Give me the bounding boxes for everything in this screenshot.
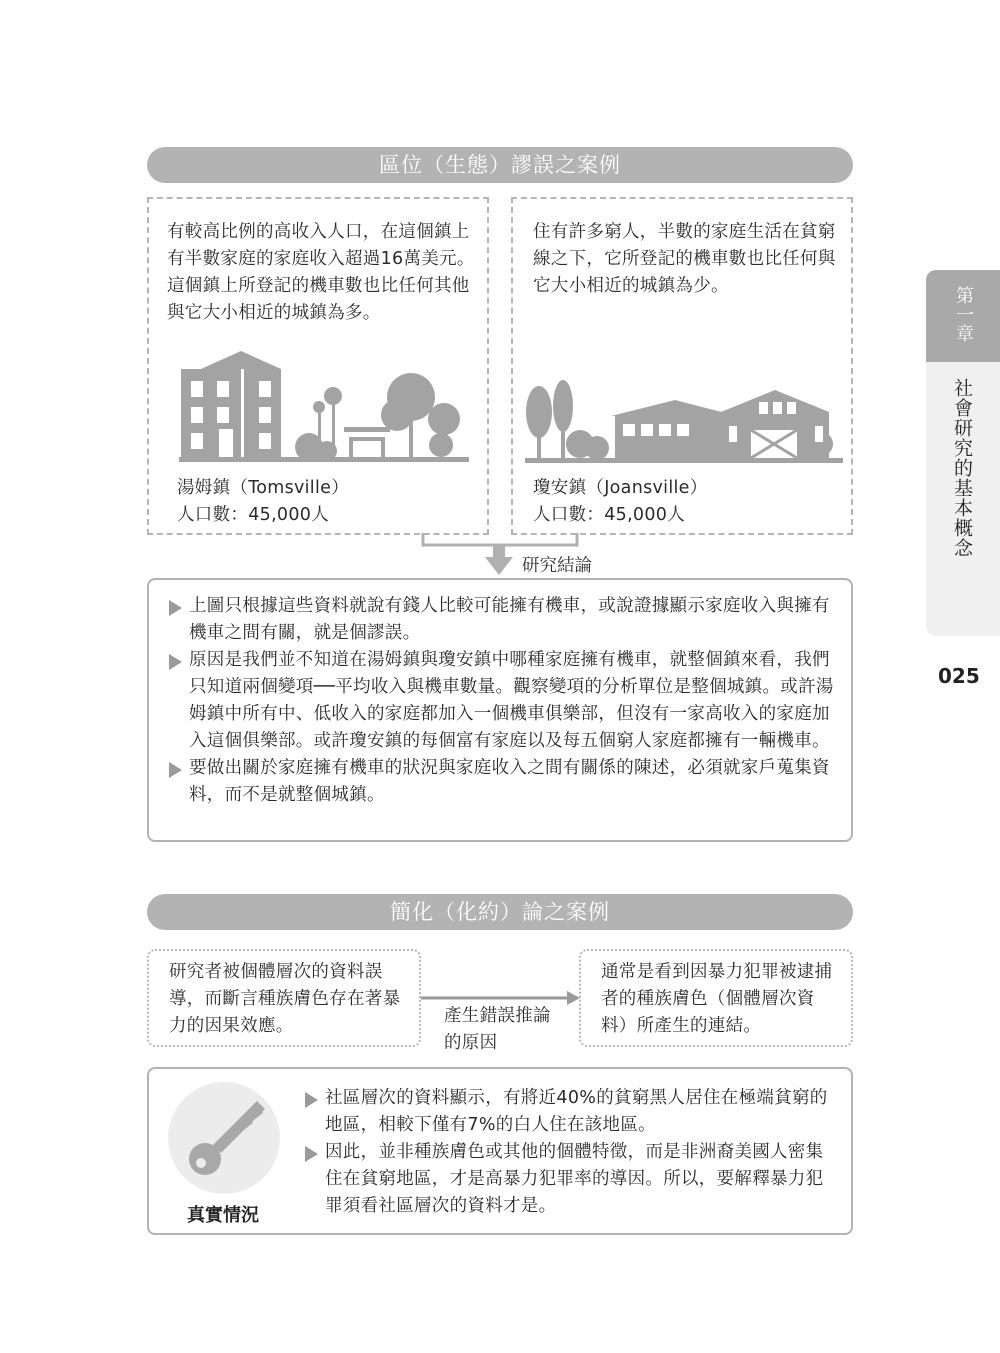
tomsville-name: 湯姆鎮（Tomsville） <box>177 478 349 498</box>
reductionism-right-box <box>579 949 853 1047</box>
joansville-box <box>511 197 853 535</box>
joansville-description: 住有許多窮人，半數的家庭生活在貧窮線之下，它所登記的機車數也比任何與它大小相近的城鎮為少。 <box>533 222 836 296</box>
section2-title: 簡化（化約）論之案例 <box>147 894 853 930</box>
reductionism-left-box <box>147 949 421 1047</box>
conclusion-box <box>147 578 853 842</box>
reality-list <box>303 1085 839 1220</box>
tomsville-description: 有較高比例的高收入人口，在這個鎮上有半數家庭的家庭收入超過16萬美元。這個鎮上所登記的機車數也比任何其他與它大小相近的城鎮為多。 <box>167 222 475 323</box>
reality-box <box>147 1067 853 1235</box>
conclusion-arrow-label: 研究結論 <box>522 556 592 576</box>
joansville-name: 瓊安鎮（Joansville） <box>533 478 708 498</box>
chapter-label-box <box>926 270 1000 362</box>
reductionism-arrow-label: 產生錯誤推論的原因 <box>444 1006 551 1053</box>
conclusion-list <box>167 593 835 809</box>
joansville-population: 人口數：45,000人 <box>533 505 686 525</box>
reality-item: 因此，並非種族膚色或其他的個體特徵，而是非洲裔美國人密集住在貧窮地區，才是高暴力犯罪率的導因。所以，要解釋暴力犯罪須看社區層次的資料才是。 <box>303 1139 839 1220</box>
key-icon <box>167 1081 281 1195</box>
reductionism-right-text: 通常是看到因暴力犯罪被逮捕者的種族膚色（個體層次資料）所產生的連結。 <box>601 962 833 1036</box>
chapter-title: 社會研究的基本概念 <box>951 378 973 558</box>
reality-label: 真實情況 <box>187 1205 259 1226</box>
joansville-illustration <box>525 374 843 464</box>
reality-item: 社區層次的資料顯示，有將近40%的貧窮黑人居住在極端貧窮的地區，相較下僅有7%的白人住在該地區。 <box>303 1085 839 1139</box>
conclusion-item: 上圖只根據這些資料就說有錢人比較可能擁有機車，或說證據顯示家庭收入與擁有機車之間有關，就是個謬誤。 <box>167 593 835 647</box>
chapter-label: 第一章 <box>953 286 974 343</box>
page-number: 025 <box>938 664 980 688</box>
chapter-tab <box>926 270 1000 636</box>
tomsville-illustration <box>179 349 469 464</box>
tomsville-box <box>147 197 489 535</box>
section1-title: 區位（生態）謬誤之案例 <box>147 147 853 183</box>
conclusion-item: 要做出關於家庭擁有機車的狀況與家庭收入之間有關係的陳述，必須就家戶蒐集資料，而不是就整個城鎮。 <box>167 755 835 809</box>
conclusion-item: 原因是我們並不知道在湯姆鎮與瓊安鎮中哪種家庭擁有機車，就整個鎮來看，我們只知道兩個變項──平均收入與機車數量。觀察變項的分析單位是整個城鎮。或許湯姆鎮中所有中、低收入的家庭都加入一個機車俱樂部，但沒有一家高收入的家庭加入這個俱樂部。或許瓊安鎮的每個富有家庭以及每五個窮人家庭都擁有一輛機車。 <box>167 647 835 755</box>
reductionism-left-text: 研究者被個體層次的資料誤導，而斷言種族膚色存在著暴力的因果效應。 <box>169 962 401 1036</box>
tomsville-population: 人口數：45,000人 <box>177 505 330 525</box>
